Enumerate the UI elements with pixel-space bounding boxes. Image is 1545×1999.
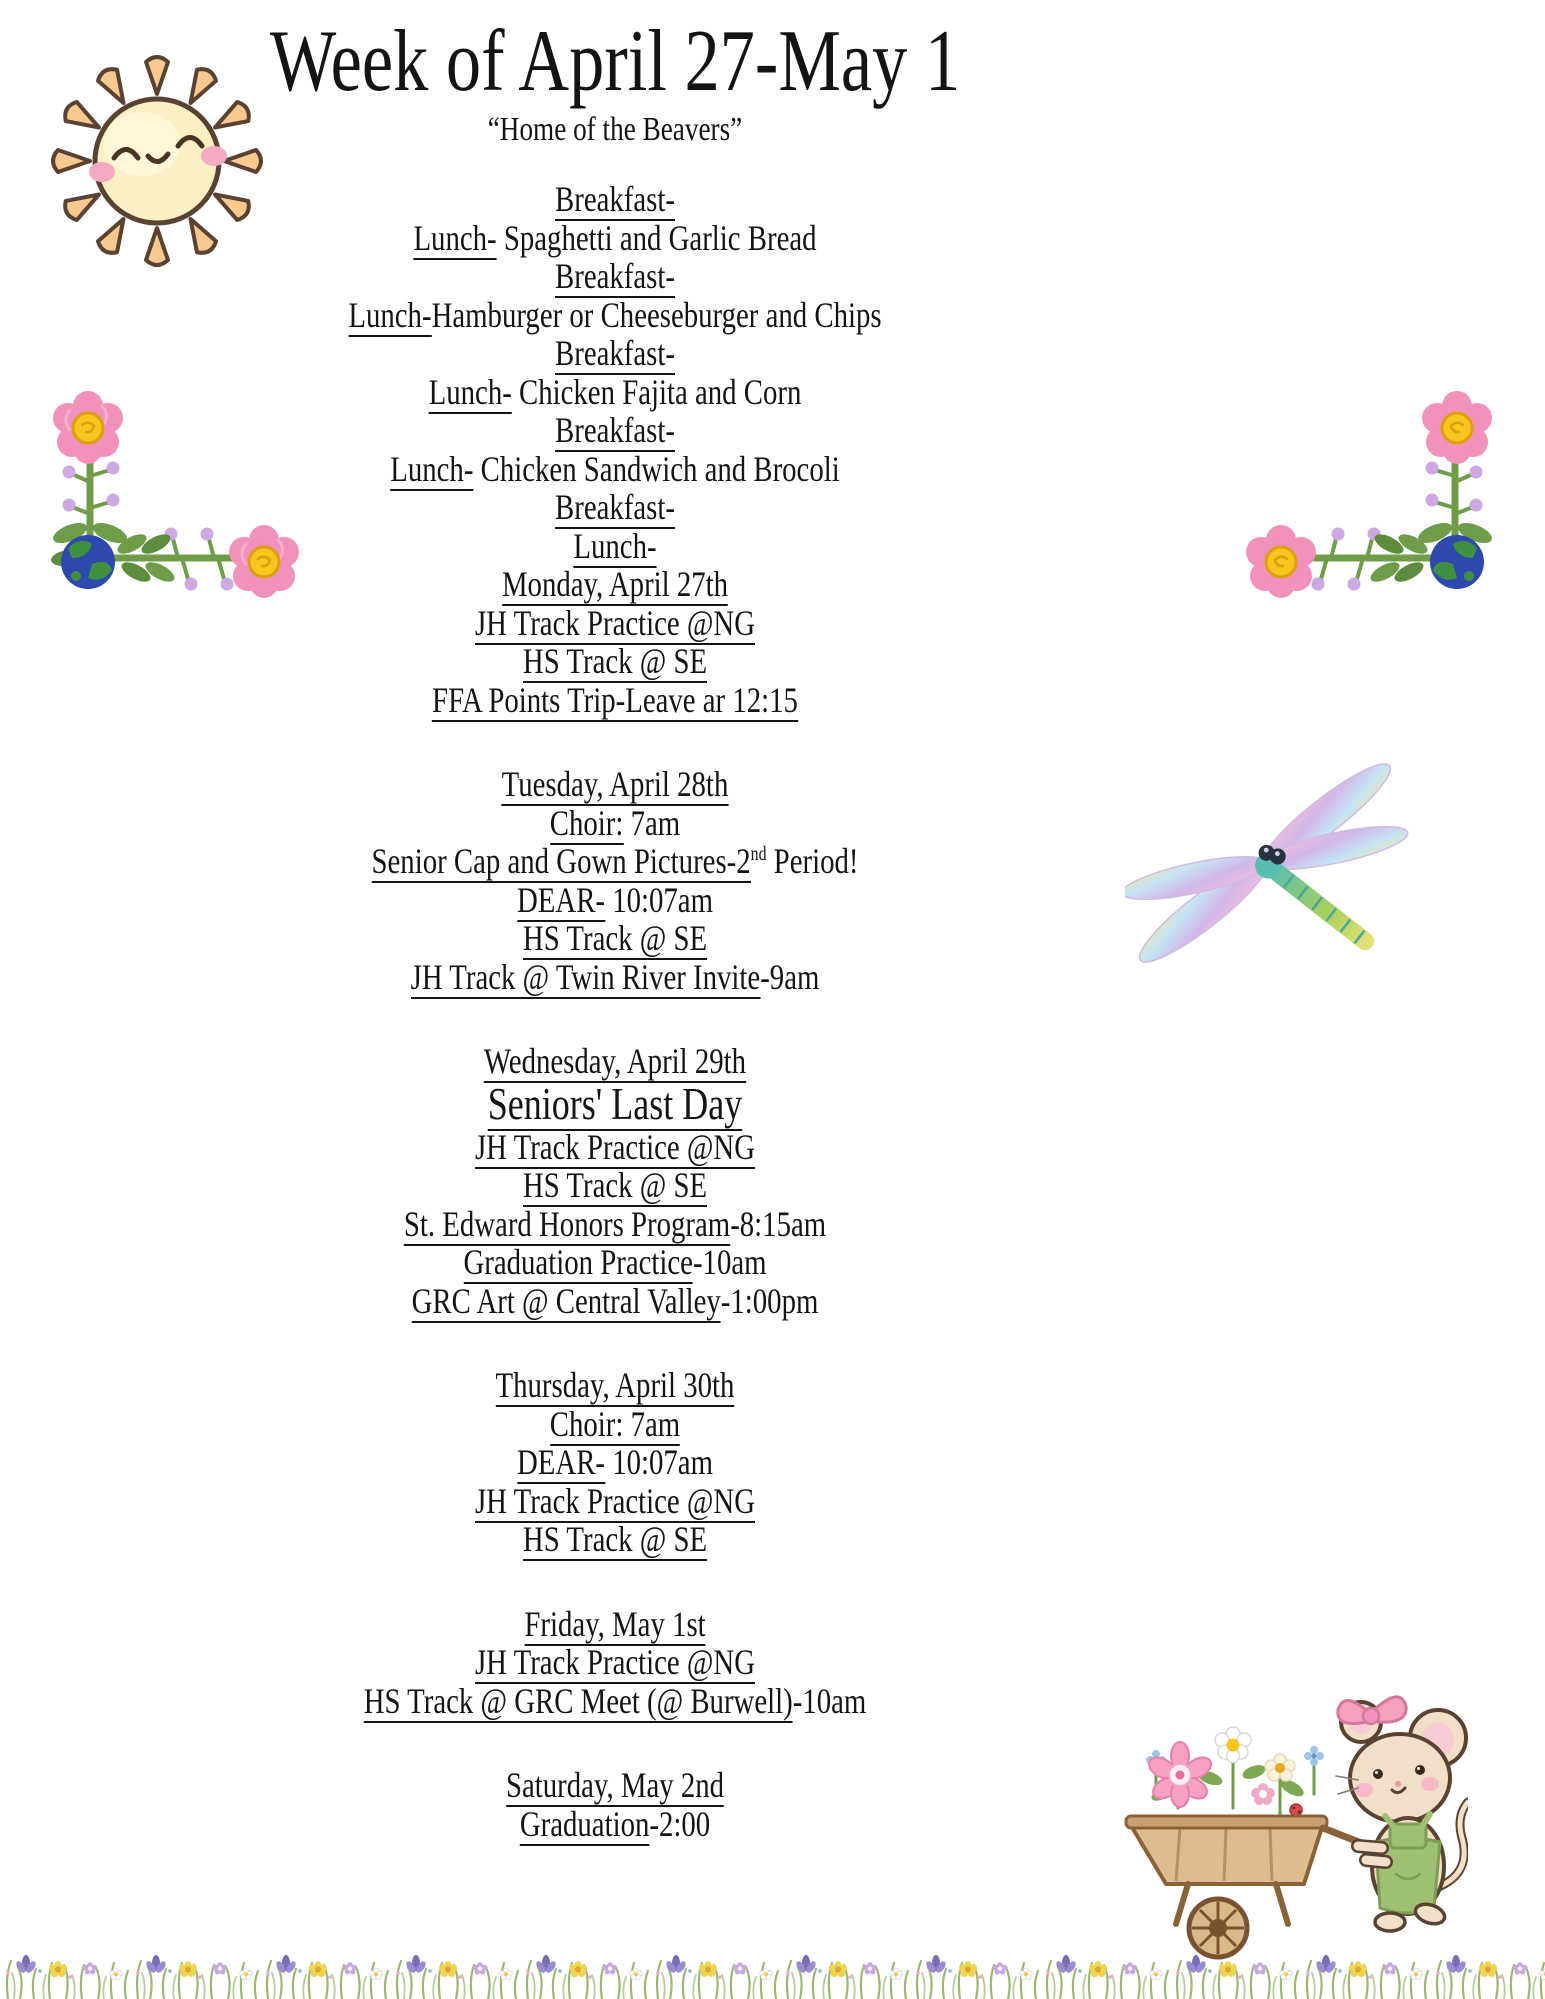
event-line-segment: HS Track @ SE bbox=[522, 1519, 708, 1559]
event-line-segment: JH Track Practice @NG bbox=[474, 1642, 756, 1682]
event-line bbox=[123, 642, 1107, 681]
event-line bbox=[123, 1520, 1107, 1559]
event-line-segment: GRC Art @ Central Valley bbox=[411, 1280, 721, 1321]
day-section bbox=[0, 1042, 1230, 1320]
event-line bbox=[123, 1482, 1107, 1521]
event-line-segment: nd bbox=[750, 843, 767, 865]
menu-line bbox=[123, 450, 1107, 489]
event-line-segment: 10:07am bbox=[605, 879, 713, 920]
menu-line-segment: Chicken Sandwich and Brocoli bbox=[473, 448, 840, 489]
menu-line bbox=[123, 334, 1107, 373]
event-line bbox=[123, 604, 1107, 643]
day-heading bbox=[123, 565, 1107, 604]
days-block bbox=[0, 565, 1230, 1843]
event-line-segment: St. Edward Honors Program bbox=[403, 1203, 731, 1244]
menu-line bbox=[123, 411, 1107, 450]
event-line bbox=[123, 1243, 1107, 1282]
menu-line-segment: Breakfast- bbox=[555, 487, 675, 527]
day-heading-segment: Thursday, April 30th bbox=[495, 1365, 735, 1405]
day-heading bbox=[123, 1366, 1107, 1405]
menu-block bbox=[0, 180, 1230, 565]
menu-line-segment: Breakfast- bbox=[555, 179, 675, 219]
event-line bbox=[123, 842, 1107, 881]
event-line-segment: Choir: 7am bbox=[549, 1403, 681, 1444]
day-section bbox=[0, 1605, 1230, 1721]
menu-line-segment: Lunch- bbox=[390, 448, 474, 489]
day-heading-segment: Monday, April 27th bbox=[501, 564, 729, 604]
event-line bbox=[123, 1405, 1107, 1444]
event-line bbox=[123, 1443, 1107, 1482]
menu-line-segment: Hamburger or Cheeseburger and Chips bbox=[431, 294, 882, 335]
event-line bbox=[123, 681, 1107, 720]
menu-line-segment: Breakfast- bbox=[555, 256, 675, 296]
menu-line-segment: Breakfast- bbox=[555, 333, 675, 373]
day-heading-segment: Tuesday, April 28th bbox=[501, 764, 729, 804]
event-line-segment: DEAR- bbox=[517, 879, 605, 920]
event-line-segment: FFA Points Trip-Leave ar 12:15 bbox=[432, 679, 798, 720]
menu-line bbox=[123, 527, 1107, 566]
menu-line-segment: Lunch- bbox=[413, 217, 497, 258]
event-line bbox=[123, 1643, 1107, 1682]
event-line-segment: -10am bbox=[692, 1242, 767, 1282]
event-line bbox=[123, 1805, 1107, 1844]
event-line bbox=[123, 804, 1107, 843]
event-line bbox=[123, 1078, 1107, 1129]
event-line bbox=[123, 881, 1107, 920]
event-line-segment: JH Track Practice @NG bbox=[474, 1480, 756, 1521]
menu-line bbox=[123, 219, 1107, 258]
day-heading-segment: Saturday, May 2nd bbox=[505, 1765, 725, 1805]
event-line bbox=[123, 1205, 1107, 1244]
day-section bbox=[0, 1366, 1230, 1559]
event-line-segment: HS Track @ GRC Meet (@ Burwell) bbox=[363, 1680, 793, 1721]
mouse-wheelbarrow-icon bbox=[1118, 1676, 1468, 1966]
day-section bbox=[0, 1766, 1230, 1843]
corner-flowers-right-icon bbox=[1243, 386, 1513, 601]
menu-line bbox=[123, 180, 1107, 219]
event-line-segment: Graduation Practice bbox=[463, 1242, 693, 1282]
event-line-segment: 10:07am bbox=[605, 1442, 713, 1482]
page-subtitle: “Home of the Beavers” bbox=[487, 111, 743, 148]
event-line-segment: -2:00 bbox=[649, 1803, 711, 1844]
menu-line bbox=[123, 296, 1107, 335]
menu-line-segment: Lunch- bbox=[428, 371, 512, 412]
day-heading bbox=[123, 765, 1107, 804]
event-line-segment: JH Track @ Twin River Invite bbox=[410, 956, 761, 997]
day-heading-segment: Wednesday, April 29th bbox=[483, 1041, 747, 1081]
day-heading bbox=[123, 1605, 1107, 1644]
event-line-segment: HS Track @ SE bbox=[522, 1165, 708, 1205]
event-line bbox=[123, 1128, 1107, 1167]
event-line-segment: Seniors' Last Day bbox=[487, 1078, 743, 1129]
event-line-segment: -1:00pm bbox=[720, 1280, 819, 1321]
event-line bbox=[123, 919, 1107, 958]
event-line-segment: JH Track Practice @NG bbox=[474, 602, 756, 643]
event-line-segment: Senior Cap and Gown Pictures-2 bbox=[371, 841, 751, 881]
day-heading bbox=[123, 1042, 1107, 1081]
event-line-segment: HS Track @ SE bbox=[522, 918, 708, 958]
day-section bbox=[0, 565, 1230, 719]
menu-line-segment: Chicken Fajita and Corn bbox=[511, 371, 802, 412]
event-line-segment: 7am bbox=[623, 802, 681, 843]
menu-line-segment: Spaghetti and Garlic Bread bbox=[496, 217, 817, 258]
event-line-segment: Choir: bbox=[549, 802, 624, 843]
day-heading bbox=[123, 1766, 1107, 1805]
menu-line-segment: Lunch- bbox=[573, 525, 657, 566]
page-title: Week of April 27-May 1 bbox=[269, 13, 961, 110]
event-line-segment: Graduation bbox=[519, 1803, 650, 1844]
menu-line-segment: Breakfast- bbox=[555, 410, 675, 450]
event-line-segment: -10am bbox=[792, 1680, 867, 1721]
event-line-segment: Period! bbox=[766, 841, 859, 881]
menu-line bbox=[123, 257, 1107, 296]
event-line bbox=[123, 1282, 1107, 1321]
event-line-segment: -9am bbox=[760, 956, 820, 997]
event-line-segment: JH Track Practice @NG bbox=[474, 1126, 756, 1167]
day-section bbox=[0, 765, 1230, 996]
event-line bbox=[123, 1682, 1107, 1721]
event-line bbox=[123, 1166, 1107, 1205]
menu-line-segment: Lunch- bbox=[348, 294, 432, 335]
menu-line bbox=[123, 373, 1107, 412]
event-line-segment: DEAR- bbox=[517, 1442, 605, 1482]
event-line-segment: HS Track @ SE bbox=[522, 641, 708, 681]
event-line-segment: -8:15am bbox=[730, 1203, 827, 1244]
day-heading-segment: Friday, May 1st bbox=[524, 1603, 706, 1644]
event-line bbox=[123, 958, 1107, 997]
menu-line bbox=[123, 488, 1107, 527]
